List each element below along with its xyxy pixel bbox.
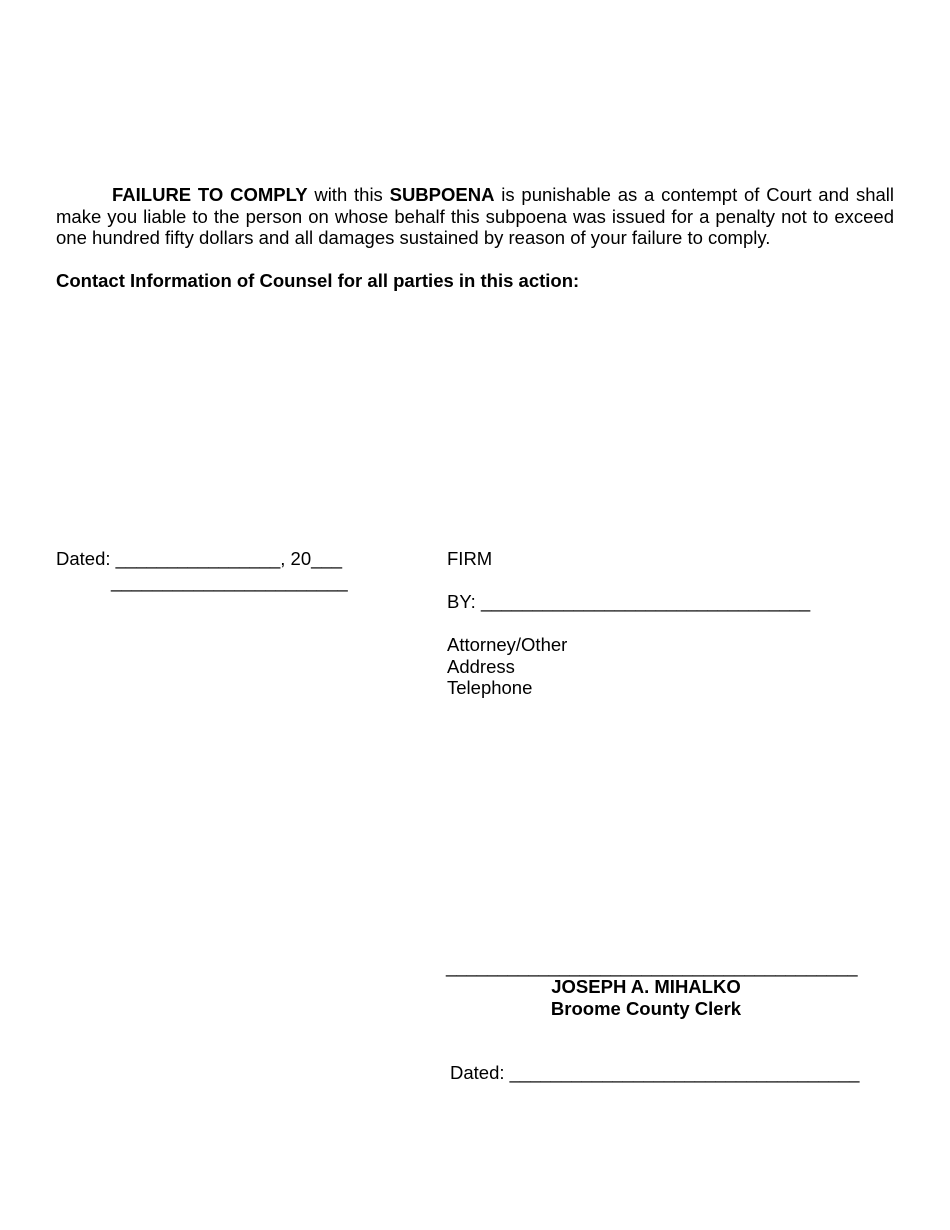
dated-left-label: Dated: bbox=[56, 548, 111, 569]
failure-to-comply-notice bbox=[56, 184, 894, 249]
dated-left bbox=[56, 548, 342, 570]
clerk-signature-line[interactable]: ________________________________________ bbox=[446, 956, 858, 977]
counsel-heading: Contact Information of Counsel for all parties in this action: bbox=[56, 270, 580, 291]
clerk-name: JOSEPH A. MIHALKO bbox=[551, 976, 741, 997]
clerk-dated-blank[interactable]: __________________________________ bbox=[509, 1062, 860, 1083]
dated-left-year: , 20___ bbox=[280, 548, 343, 569]
by-label: BY: bbox=[447, 591, 476, 612]
firm-label: FIRM bbox=[447, 548, 493, 569]
notice-text-2: is punishable as a contempt of Court and shall make you liable to the person on whose behalf this subpoena was issued for a penalty not to exceed one hundred fifty dollars and all damages sustained by reason of your failure to comply. bbox=[56, 184, 894, 249]
clerk-dated-label: Dated: bbox=[450, 1062, 505, 1083]
attorney-label: Attorney/Other bbox=[447, 634, 568, 655]
clerk-dated bbox=[450, 1062, 859, 1084]
dated-left-blank[interactable]: ________________ bbox=[115, 548, 281, 569]
address-label: Address bbox=[447, 656, 515, 677]
left-signature-line[interactable]: _______________________ bbox=[111, 571, 348, 592]
clerk-title: Broome County Clerk bbox=[550, 998, 742, 1019]
telephone-label: Telephone bbox=[447, 677, 533, 698]
by-signature-blank[interactable]: ________________________________ bbox=[480, 591, 811, 612]
by-line bbox=[447, 591, 810, 613]
notice-lead-bold: FAILURE TO COMPLY bbox=[112, 184, 308, 205]
notice-subpoena-bold: SUBPOENA bbox=[389, 184, 495, 205]
notice-text-1: with this bbox=[307, 184, 390, 205]
